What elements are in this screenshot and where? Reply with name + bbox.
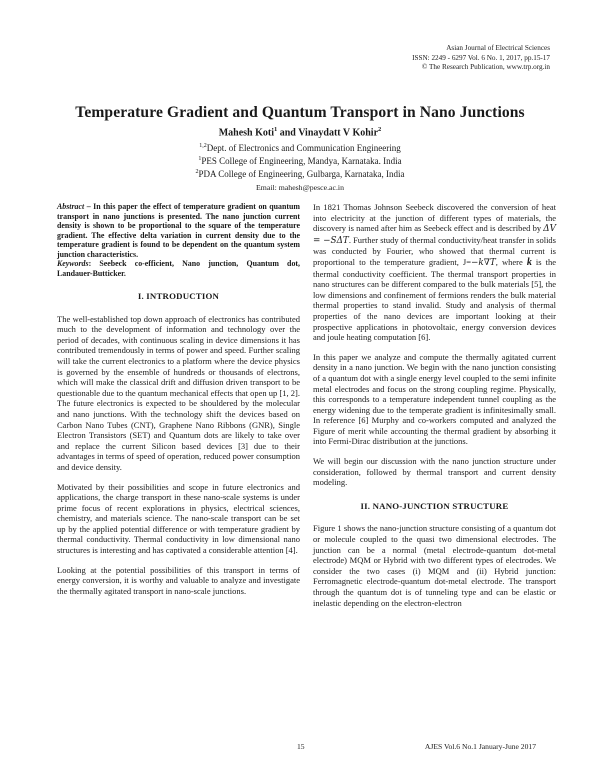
affiliation-1-sup: 1,2 [199, 143, 207, 149]
intro-paragraph-1: The well-established top down approach of electronics has contributed much to the development of information and technology over the period of decades, with continuous scaling in device dimensions it has contributed tremendously in terms of power and speed. Further scaling will take the current electronics to a platform where the device physics is governed by the ensemble of hundreds or thousands of electrons, which will make the classical drift and diffusion driven transport to be questionable due to the quantum mechanical effects that open up [1, 2]. The future electronics is expected to be shouldered by the molecular and nano junctions. With the technology shift the devices based on Carbon Nano Tubes (CNT), Graphene Nano Ribbons (GNR), Single Electron Transistors (SET) and Quantum dots are likely to take over and replace the current Silicon based devices [3] due to their advantages in terms of speed of operation, reduced power consumption and device density. [57, 313, 300, 472]
seebeck-text-1: In 1821 Thomas Johnson Seebeck discovered the conversion of heat into electricity at the junction of different types of materials, the discovery is named after him as Seebeck effect and is described by [313, 202, 556, 234]
section-heading-introduction: I. INTRODUCTION [137, 291, 220, 301]
seebeck-text-4: is the thermal conductivity coefficient. The thermal transport properties in nano structures can be different compared to the bulk materials [5], the low dimensions and confinement of fermions renders the bulk material thermal properties to stand invalid. Study and analysis of thermal properties of the nano devices are important looking at their prospective applications in photovoltaic, energy conversion devices and joule heating computation [6]. [313, 256, 557, 343]
author-2-sup: 2 [378, 126, 382, 133]
keywords-label: Keywords [57, 259, 89, 268]
k-variable: k [526, 256, 532, 268]
paper-title: Temperature Gradient and Quantum Transport in Nano Junctions [75, 104, 525, 121]
author-conjunction: and [277, 127, 299, 139]
affiliation-3-text: PDA College of Engineering, Gulbarga, Karnataka, India [198, 168, 405, 179]
affiliations [0, 141, 600, 179]
affiliation-1 [0, 141, 600, 154]
seebeck-paragraph [313, 202, 556, 343]
affiliation-2-sup: 1 [198, 155, 202, 162]
page-number: 15 [297, 742, 305, 751]
affiliation-3-sup: 2 [195, 168, 199, 175]
fourier-formula: −k∇T [471, 257, 496, 268]
author-email: Email: mahesh@pesce.ac.in [256, 183, 344, 192]
affiliation-3 [0, 167, 600, 180]
affiliation-2 [0, 154, 600, 167]
analysis-paragraph: In this paper we analyze and compute the thermally agitated current density in a nano junction. We begin with the nano junction consisting of a quantum dot with a single energy level coupled to the semi infinite metal electrodes and focus on the strong coupling regime. Physically, this corresponds to a temperature independent tunnel coupling as the energy widening due to the temperate gradient is infinitesimally small. In reference [6] Murphy and co-workers computed and analyzed the Figure of merit while accounting the thermal gradient by absorbing it into Fermi-Dirac distribution at the junctions. [313, 351, 556, 447]
abstract [57, 202, 300, 259]
seebeck-text-2: . Further study of thermal conductivity/heat transfer in solids was conducted by Fourier, who showed that thermal current is proportional to the temperature gradient, J= [313, 234, 556, 267]
abstract-text: – In this paper the effect of temperature gradient on quantum transport in nano junctions is presented. The nano junction current density is shown to be proportional to the square of the temperature gradient. The effective delta variation in current density due to the temperature gradient is found to be dependent on the quantum system junction characteristics. [57, 202, 300, 259]
keywords-text: : Seebeck co-efficient, Nano junction, Quantum dot, Landauer-Butticker. [57, 259, 300, 278]
structure-paragraph: Figure 1 shows the nano-junction structure consisting of a quantum dot or molecule coupled to the quasi two dimensional electrodes. The junction can be a normal (metal electrode-quantum dot-metal electrode) MQM or Hybrid with two different types of electrodes. We consider the two cases (i) MQM and (ii) Hybrid junction: Ferromagnetic electrode-quantum dot-metal electrode. The transport through the quantum dot is of tunneling type and can be elastic or inelastic depending on the electron-electron [313, 523, 556, 608]
author-2: Vinaydatt V Kohir [298, 127, 379, 139]
issn-line: ISSN: 2249 - 6297 Vol. 6 No. 1, 2017, pp.15-17 [412, 53, 550, 62]
outline-paragraph: We will begin our discussion with the nano junction structure under consideration, followed by thermal transport and current density modeling. [313, 456, 556, 488]
author-1: Mahesh Koti [218, 127, 274, 139]
author-1-sup: 1 [273, 126, 278, 133]
section-heading-nano-junction: II. NANO-JUNCTION STRUCTURE [360, 500, 509, 511]
intro-paragraph-2: Motivated by their possibilities and scope in future electronics and applications, the charge transport in these nano-scale systems is under prime focus of recent explorations in physics, electrical sciences, chemistry, and materials science. The nano-scale transport can be set up by the applied potential difference or with temperature gradient by thermal conductivity. Thermal conductivity in low dimensional nano structures is interesting and has captivated a considerable attention [4]. [57, 481, 300, 556]
journal-name: Asian Journal of Electrical Sciences [446, 44, 550, 52]
author-line [0, 126, 600, 138]
footer-journal-issue: AJES Vol.6 No.1 January-June 2017 [424, 742, 536, 751]
affiliation-1-text: Dept. of Electronics and Communication Engineering [206, 143, 401, 153]
seebeck-formula: ΔV = −SΔT [313, 224, 556, 246]
intro-paragraph-3: Looking at the potential possibilities of this transport in terms of energy conversion, it is worthy and valuable to analyze and investigate the thermally agitated transport in nano-scale junctions. [57, 564, 300, 596]
journal-header [412, 44, 550, 73]
affiliation-2-text: PES College of Engineering, Mandya, Karnataka. India [201, 155, 402, 166]
left-column [57, 202, 300, 605]
publisher-line: © The Research Publication, www.trp.org.in [421, 63, 550, 72]
abstract-label: Abstract [57, 202, 85, 211]
right-column [313, 202, 556, 617]
seebeck-text-3: , where [495, 256, 527, 267]
page-footer [0, 742, 600, 754]
keywords [57, 259, 300, 278]
